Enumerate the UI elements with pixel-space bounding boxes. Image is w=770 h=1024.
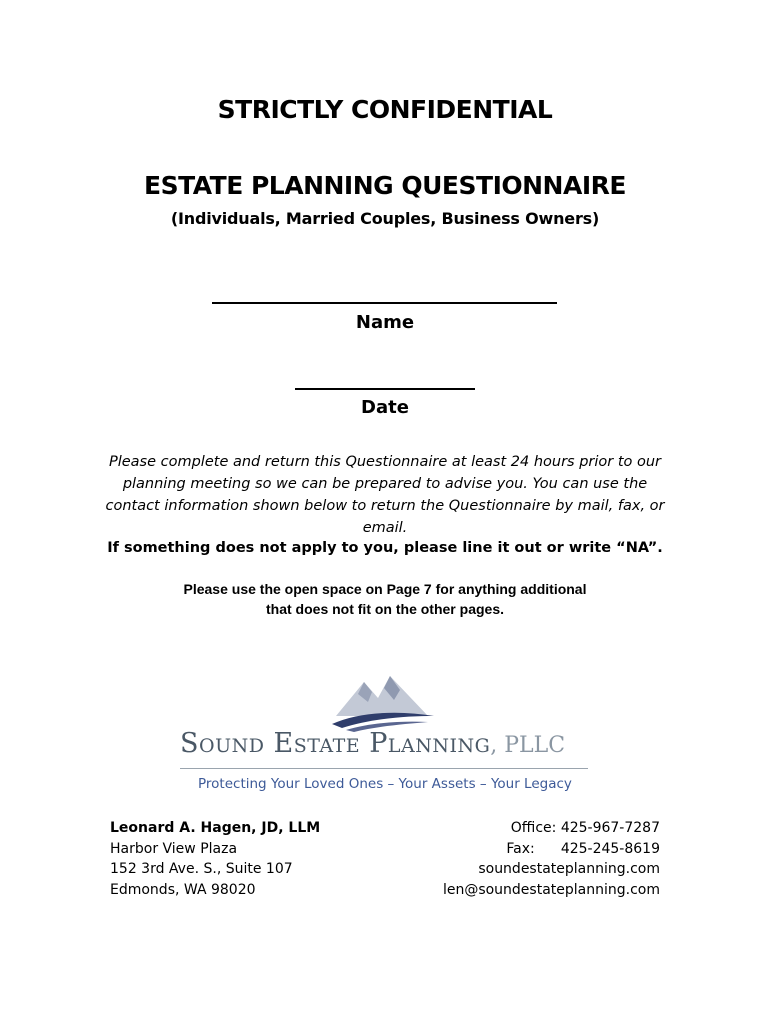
company-logo <box>180 672 590 802</box>
email-link[interactable]: len@soundestateplanning.com <box>442 881 660 898</box>
page7-note-line2: that does not fit on the other pages. <box>266 601 504 617</box>
instructions-paragraph: Please complete and return this Questionnaire at least 24 hours prior to our planning meeting so we can be prepared to advise you. You can use the contact information shown below to return the Questionnaire by mail, fax, or email. <box>105 454 665 536</box>
name-label: Name <box>355 312 415 333</box>
page7-note-line1: Please use the open space on Page 7 for anything additional <box>183 581 587 597</box>
mountain-logo-icon <box>328 672 438 732</box>
fax-number[interactable]: 425-245-8619 <box>560 840 660 857</box>
office-label: Office: <box>510 820 557 836</box>
logo-name-text: Sound Estate Planning <box>180 728 491 759</box>
fax-label: Fax: <box>506 840 535 857</box>
office-phone-row <box>443 818 660 839</box>
name-signature-line[interactable] <box>212 302 557 304</box>
address-line-2: 152 3rd Ave. S., Suite 107 <box>110 861 293 877</box>
page-title: ESTATE PLANNING QUESTIONNAIRE <box>144 171 626 200</box>
page7-note <box>150 579 620 619</box>
date-signature-line[interactable] <box>295 388 475 390</box>
logo-divider <box>180 768 588 769</box>
date-label: Date <box>361 397 409 418</box>
office-phone[interactable]: 425-967-7287 <box>560 820 660 836</box>
attorney-name: Leonard A. Hagen, JD, LLM <box>110 820 321 836</box>
contact-info-block <box>443 818 660 900</box>
address-line-1: Harbor View Plaza <box>110 840 238 857</box>
website-link[interactable]: soundestateplanning.com <box>478 861 660 877</box>
page-subtitle: (Individuals, Married Couples, Business Owners) <box>170 209 600 228</box>
address-line-3: Edmonds, WA 98020 <box>110 881 256 898</box>
fax-row <box>443 839 660 860</box>
logo-tagline: Protecting Your Loved Ones – Your Assets – Your Legacy <box>198 776 572 792</box>
logo-suffix: , PLLC <box>490 733 566 758</box>
logo-company-name <box>180 728 565 759</box>
contact-address-block <box>110 818 320 900</box>
confidential-heading: STRICTLY CONFIDENTIAL <box>217 95 553 124</box>
na-instruction: If something does not apply to you, please line it out or write “NA”. <box>107 540 663 556</box>
